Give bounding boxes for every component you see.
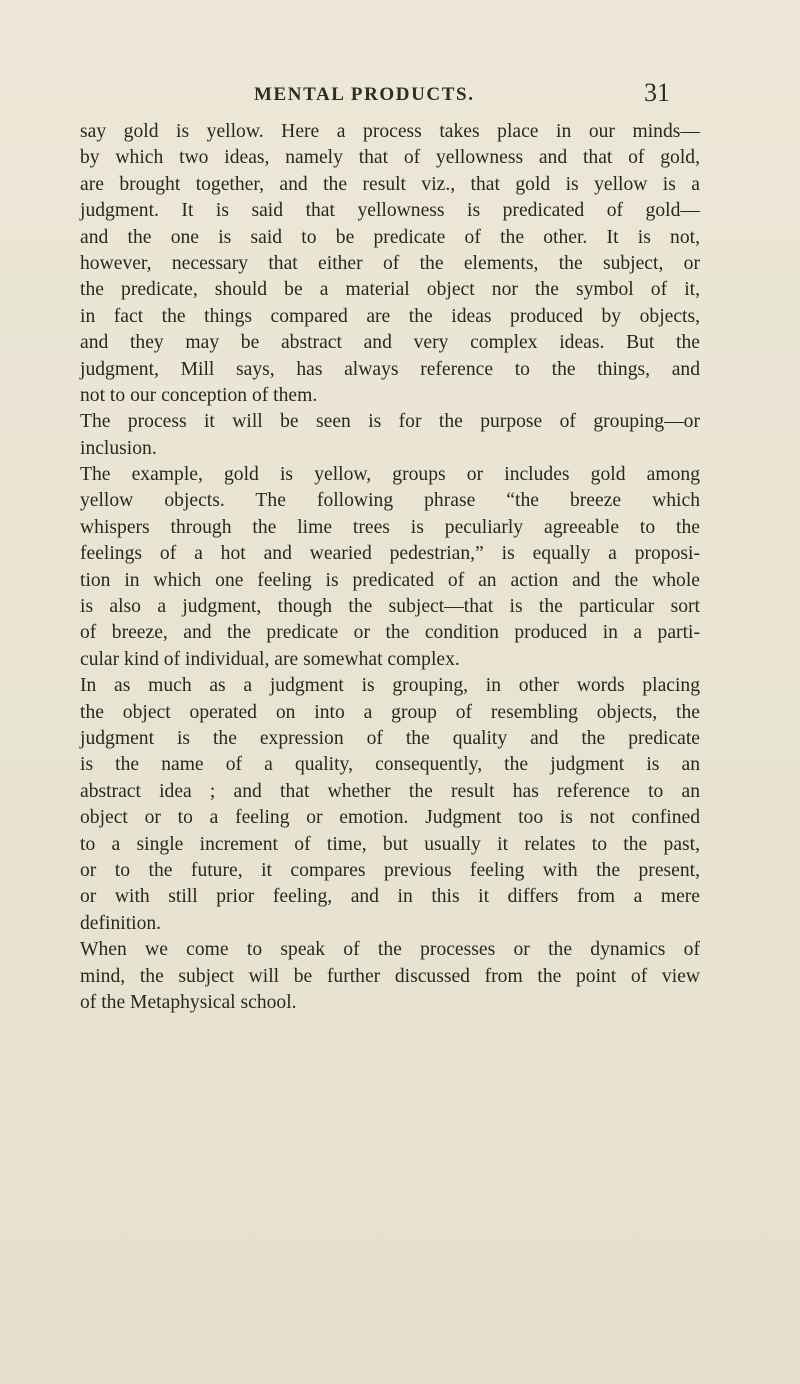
text-line: by which two ideas, namely that of yellowness and that of gold, [80, 147, 700, 169]
text-line: The process it will be seen is for the purpose of grouping—or [80, 411, 700, 433]
text-line: in fact the things compared are the ideas produced by objects, [80, 305, 700, 327]
text-line: or to the future, it compares previous feeling with the present, [80, 859, 700, 881]
text-line: judgment. It is said that yellowness is predicated of gold— [80, 200, 700, 222]
text-line: object or to a feeling or emotion. Judgment too is not confined [80, 807, 700, 829]
text-line: cular kind of individual, are somewhat complex. [80, 648, 460, 670]
text-line: In as much as a judgment is grouping, in other words placing [80, 675, 700, 697]
text-line: tion in which one feeling is predicated of an action and the whole [80, 569, 700, 591]
text-line: is the name of a quality, consequently, the judgment is an [80, 754, 700, 776]
text-line: The example, gold is yellow, groups or includes gold among [80, 464, 700, 486]
text-line: or with still prior feeling, and in this it differs from a mere [80, 886, 700, 908]
text-line: whispers through the lime trees is peculiarly agreeable to the [80, 516, 700, 538]
text-line: to a single increment of time, but usually it relates to the past, [80, 833, 700, 855]
text-line: of the Metaphysical school. [80, 991, 297, 1013]
text-line: of breeze, and the predicate or the condition produced in a parti- [80, 622, 700, 644]
text-line: the predicate, should be a material object nor the symbol of it, [80, 279, 700, 301]
text-line: however, necessary that either of the elements, the subject, or [80, 252, 700, 274]
text-line: judgment is the expression of the quality and the predicate [80, 727, 700, 749]
text-line: and they may be abstract and very complex ideas. But the [80, 332, 700, 354]
text-line: yellow objects. The following phrase “the breeze which [80, 490, 700, 512]
text-line: feelings of a hot and wearied pedestrian,” is equally a proposi- [80, 543, 700, 565]
running-title: MENTAL PRODUCTS. [254, 84, 475, 105]
text-line: is also a judgment, though the subject—that is the particular sort [80, 596, 700, 618]
text-line: say gold is yellow. Here a process takes place in our minds— [80, 121, 700, 142]
text-line: are brought together, and the result viz., that gold is yellow is a [80, 173, 700, 195]
text-line: inclusion. [80, 437, 157, 459]
text-line: abstract idea ; and that whether the result has reference to an [80, 780, 700, 802]
text-line: judgment, Mill says, has always reference to the things, and [80, 358, 700, 380]
text-line: When we come to speak of the processes or the dynamics of [80, 939, 700, 961]
text-line: mind, the subject will be further discussed from the point of view [80, 965, 700, 987]
running-head [0, 78, 800, 114]
text-line: definition. [80, 912, 162, 934]
text-line: the object operated on into a group of resembling objects, the [80, 701, 700, 723]
body-text [80, 119, 700, 1016]
text-line: not to our conception of them. [80, 384, 318, 406]
text-line: and the one is said to be predicate of the other. It is not, [80, 226, 700, 248]
page-number: 31 [644, 78, 670, 107]
